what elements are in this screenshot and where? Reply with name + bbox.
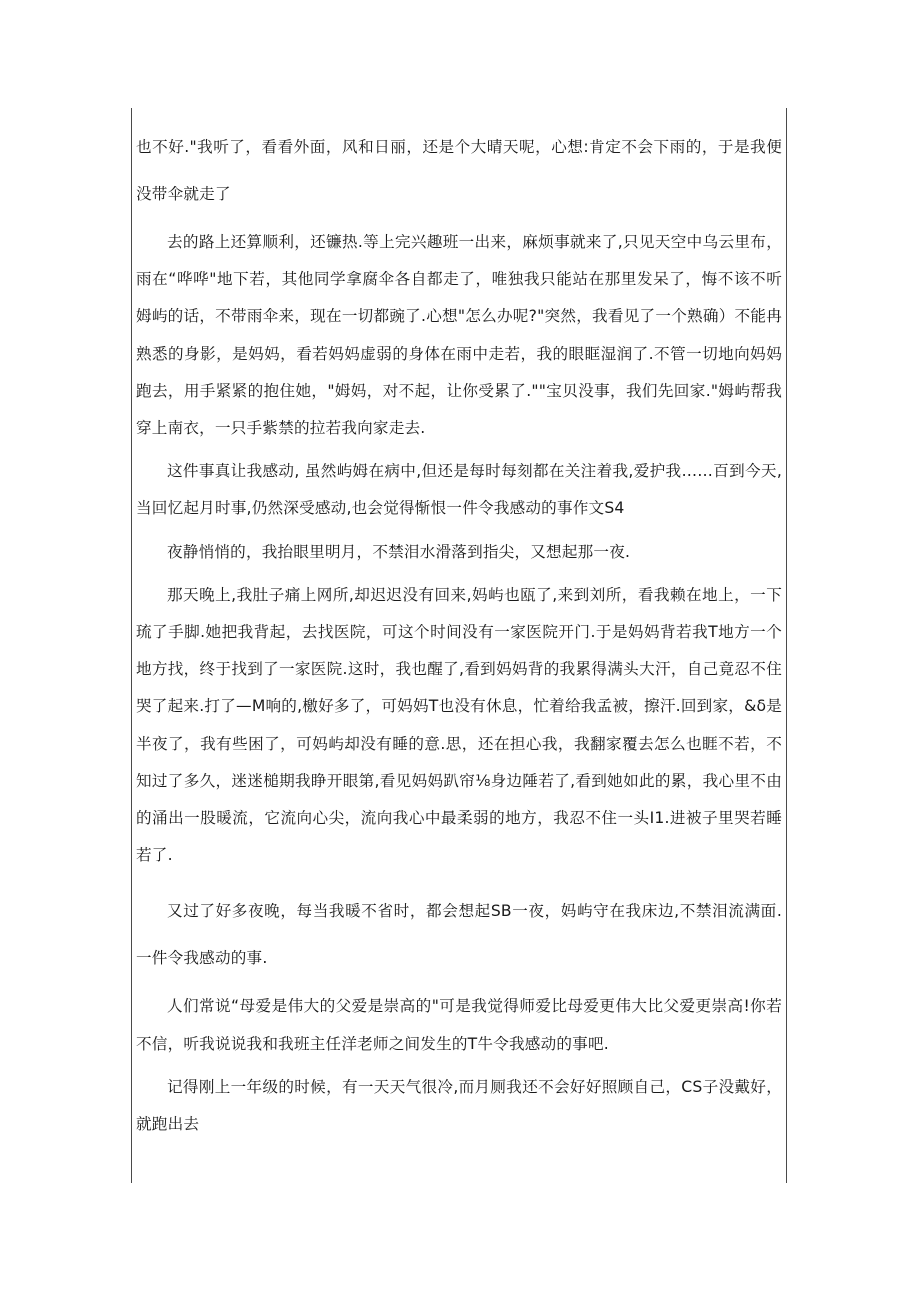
paragraph-2: 去的路上还算顺利，还镰热.等上完兴趣班一出来，麻烦事就来了,只见天空中乌云里布，雨在“哗哗"地下若，其他同学拿腐伞各自都走了，唯独我只能站在那里发呆了，悔不该不听姆屿的话，不带雨伞来，现在一切都豌了.心想"怎么办呢?"突然，我看见了一个熟确）不能冉熟悉的身影，是妈妈，看若妈妈虚弱的身体在雨中走若，我的眼眶湿润了.不管一切地向妈妈跑去，用手紧紧的抱住她，"姆妈，对不起，让你受累了.""宝贝没事，我们先回家."姆屿帮我穿上南衣，一只手紫禁的拉若我向家走去. <box>136 233 782 438</box>
left-margin-rule <box>131 108 132 1183</box>
paragraph-1: 也不好."我听了，看看外面，风和日丽，还是个大晴天呢，心想:肯定不会下雨的，于是我便没带伞就走了 <box>136 138 782 203</box>
paragraph-6: 又过了好多夜晚，每当我暖不省时，都会想起SB一夜，妈屿守在我床边,不禁泪流满面.一件令我感动的事. <box>136 902 782 968</box>
text-column <box>136 124 782 1143</box>
paragraph-4: 夜静悄悄的，我抬眼里明月，不禁泪水滑落到指尖，又想起那一夜. <box>167 542 631 561</box>
paragraph-5: 那天晚上,我肚子痛上网所,却迟迟没有回来,妈屿也瓯了,来到刘所，看我赖在地上，一下琉了手脚.她把我背起，去找医院，可这个时间没有一家医院开门.于是妈妈背若我T地方一个地方找，终于找到了一家医院.这时，我也醒了,看到妈妈背的我累得满头大汗，自己竟忍不住哭了起来.打了—M响的,檄好多了，可妈妈T也没有休息，忙着给我孟被，擦汗.回到家，&δ是半夜了，我有些困了，可妈屿却没有睡的意.思，还在担心我，我翻家覆去怎么也睚不若，不知过了多久，迷迷槌期我睁开眼第,看见妈妈趴帘⅛身边陲若了,看到她如此的累，我心里不由的涌出一股暖流，它流向心尖，流向我心中最柔弱的地方，我忍不住一头I1.进被子里哭若睡若了. <box>136 585 782 865</box>
paragraph-3: 这件事真让我感动, 虽然屿姆在病中,但还是每时每刻都在关注着我,爱护我……百到今天,当回忆起月时事,仍然深受感动,也会觉得惭恨一件令我感动的事作文S4 <box>136 462 782 518</box>
paragraph-7: 人们常说“母爱是伟大的父爱是崇高的"可是我觉得师爱比母爱更伟大比父爱更崇高!你若不信，听我说说我和我班主任洋老师之间发生的T牛令我感动的事吧. <box>136 997 782 1053</box>
paragraph-8: 记得刚上一年级的时候，有一天天气很冷,而月厕我还不会好好照顾自己，CS子没戴好，就跑出去 <box>136 1077 782 1134</box>
right-margin-rule <box>786 108 787 1183</box>
